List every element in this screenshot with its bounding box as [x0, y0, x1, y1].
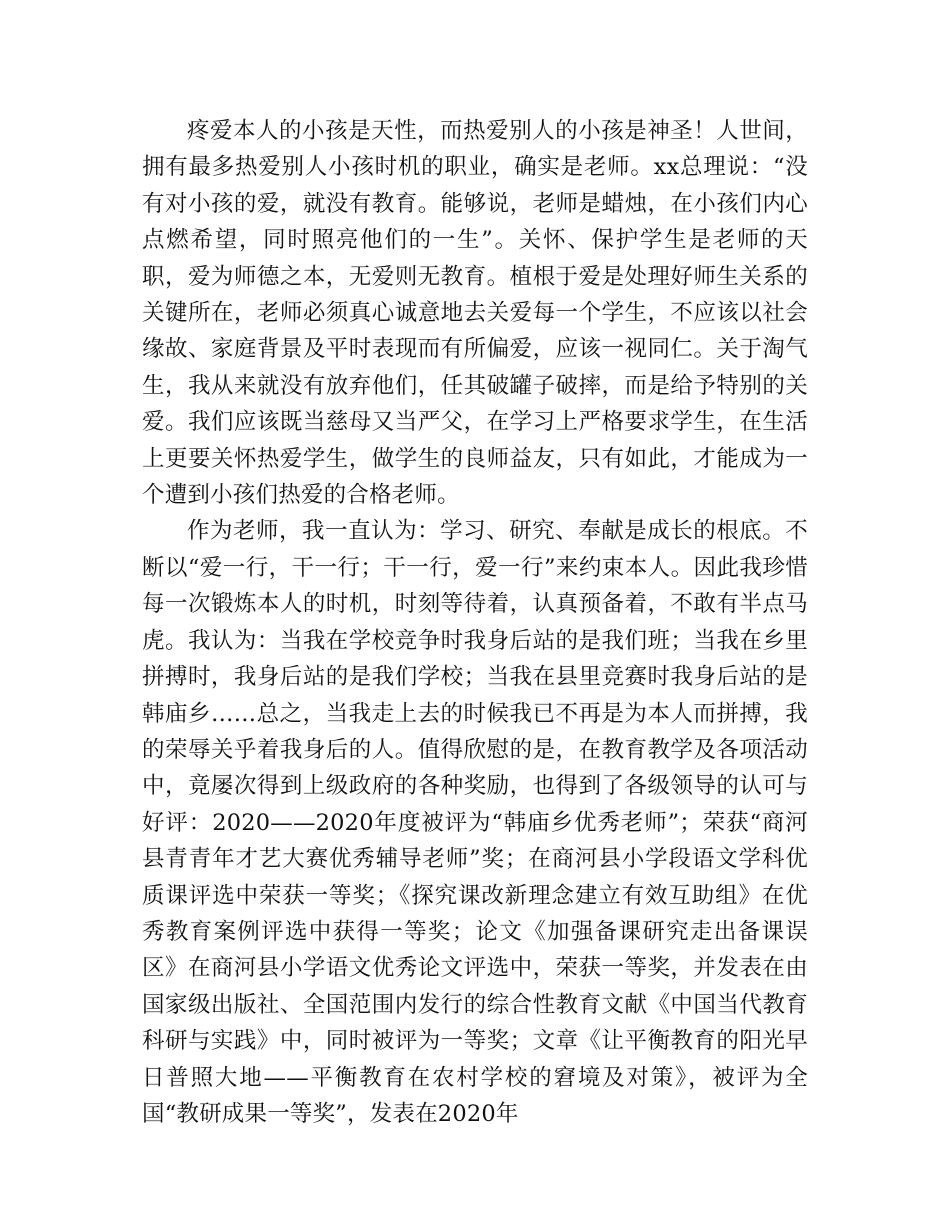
paragraph-1: 疼爱本人的小孩是天性，而热爱别人的小孩是神圣！人世间，拥有最多热爱别人小孩时机的职业，确实是老师。xx总理说：“没有对小孩的爱，就没有教育。能够说，老师是蜡烛，在小孩们内心点燃希望，同时照亮他们的一生”。关怀、保护学生是老师的天职，爱为师德之本，无爱则无教育。植根于爱是处理好师生关系的关键所在，老师必须真心诚意地去关爱每一个学生，不应该以社会缘故、家庭背景及平时表现而有所偏爱，应该一视同仁。关于淘气生，我从来就没有放弃他们，任其破罐子破摔，而是给予特别的关爱。我们应该既当慈母又当严父，在学习上严格要求学生，在生活上更要关怀热爱学生，做学生的良师益友，只有如此，才能成为一个遭到小孩们热爱的合格老师。: [142, 118, 808, 509]
document-body: [142, 113, 808, 1132]
paragraph-2: 作为老师，我一直认为：学习、研究、奉献是成长的根底。不断以“爱一行，干一行；干一行，爱一行”来约束本人。因此我珍惜每一次锻炼本人的时机，时刻等待着，认真预备着，不敢有半点马虎。我认为：当我在学校竞争时我身后站的是我们班；当我在乡里拼搏时，我身后站的是我们学校；当我在县里竞赛时我身后站的是韩庙乡……总之，当我走上去的时候我已不再是为本人而拼搏，我的荣辱关乎着我身后的人。值得欣慰的是，在教育教学及各项活动中，竟屡次得到上级政府的各种奖励，也得到了各级领导的认可与好评：2020——2020年度被评为“韩庙乡优秀老师”；荣获“商河县青青年才艺大赛优秀辅导老师”奖；在商河县小学段语文学科优质课评选中荣获一等奖；《探究课改新理念建立有效互助组》在优秀教育案例评选中获得一等奖；论文《加强备课研究走出备课误区》在商河县小学语文优秀论文评选中，荣获一等奖，并发表在由国家级出版社、全国范围内发行的综合性教育文献《中国当代教育科研与实践》中，同时被评为一等奖；文章《让平衡教育的阳光早日普照大地——平衡教育在农村学校的窘境及对策》，被评为全国“教研成果一等奖”，发表在2020年: [142, 518, 808, 1127]
